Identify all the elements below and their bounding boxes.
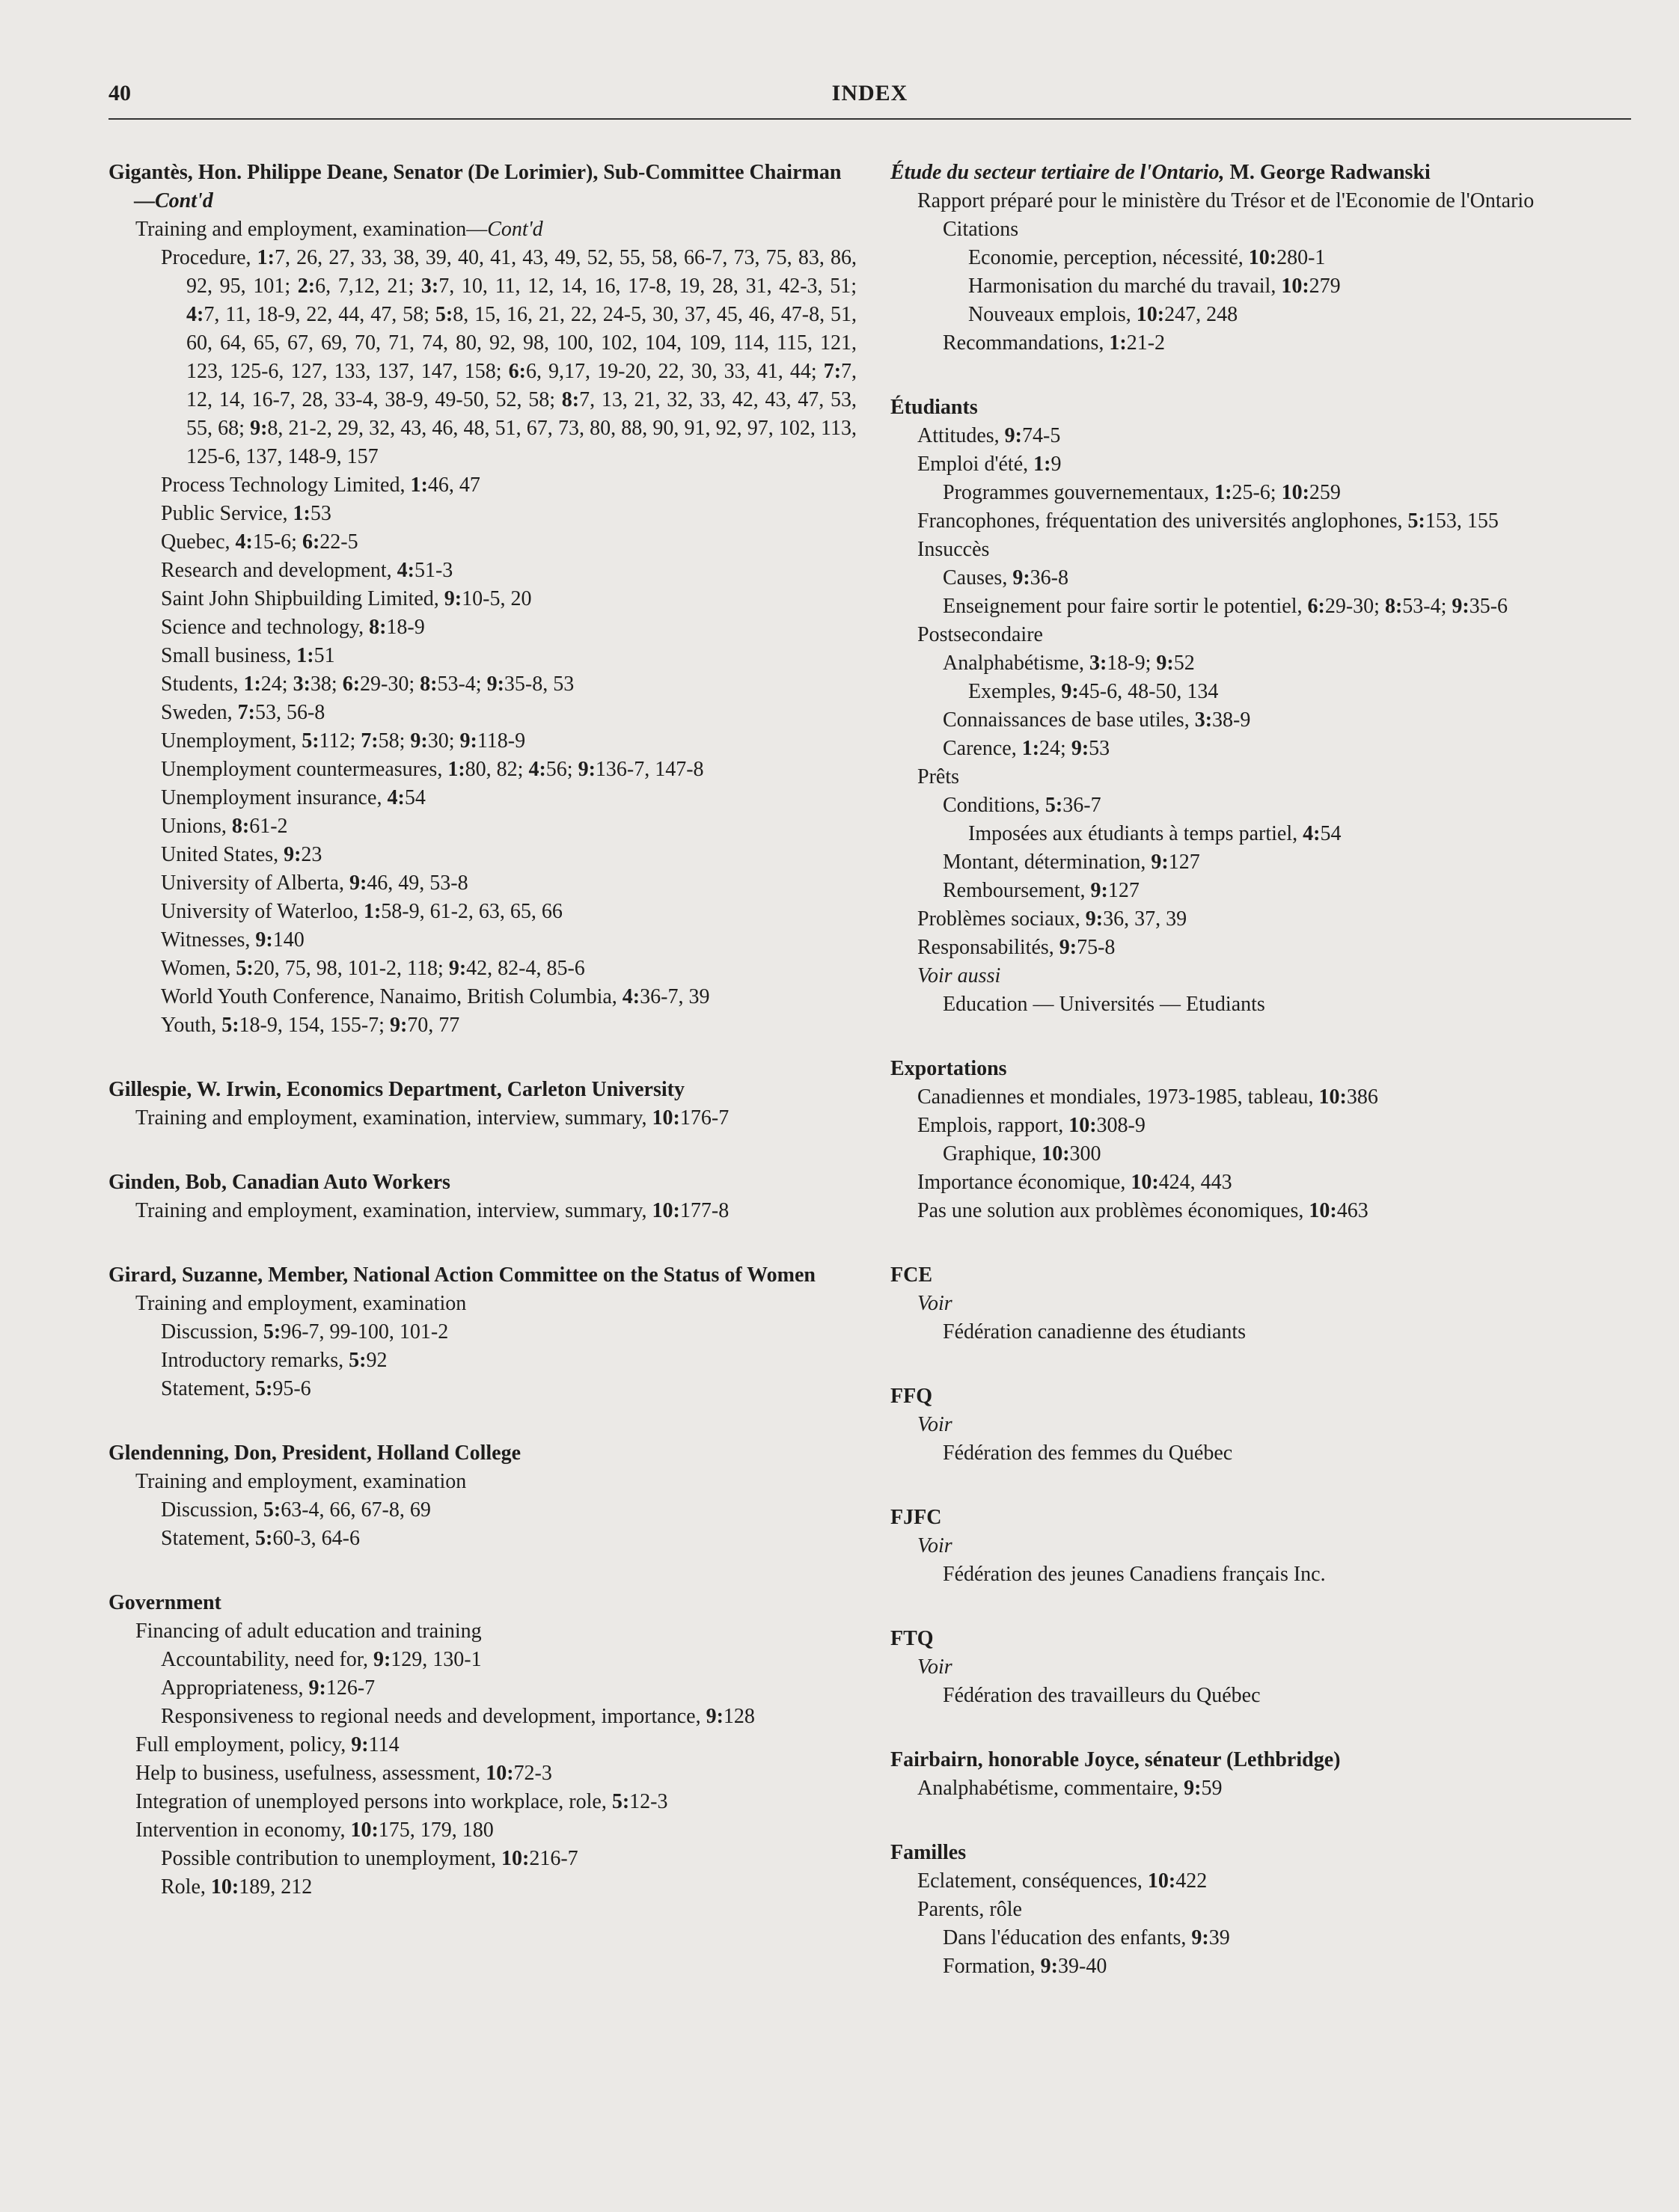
subentry-line	[890, 934, 1639, 962]
subentry-line	[108, 557, 857, 585]
subentry-text: Francophones, fréquentation des universités anglophones, 5:153, 155	[917, 509, 1499, 533]
subentry-text: Connaissances de base utiles, 3:38-9	[943, 708, 1251, 732]
index-entry	[108, 159, 857, 1040]
entry-heading	[890, 159, 1639, 187]
subentry-line	[108, 1375, 857, 1403]
subentry-line	[108, 756, 857, 784]
index-entry	[890, 1839, 1639, 1981]
right-column	[890, 159, 1639, 2017]
subentry-text: Eclatement, conséquences, 10:422	[917, 1869, 1208, 1893]
subentry-text: Enseignement pour faire sortir le potentiel, 6:29-30; 8:53-4; 9:35-6	[943, 595, 1508, 618]
subentry-text: Training and employment, examination, interview, summary, 10:177-8	[135, 1199, 730, 1222]
subentry-line	[108, 1290, 857, 1318]
subentry-text: Responsiveness to regional needs and development, importance, 9:128	[161, 1705, 755, 1728]
subentry-text: Science and technology, 8:18-9	[161, 616, 425, 639]
subentry-text: Analphabétisme, 3:18-9; 9:52	[943, 652, 1195, 675]
subentry-text: Carence, 1:24; 9:53	[943, 737, 1110, 760]
subentry-line	[108, 215, 857, 244]
subentry-text: Prêts	[917, 765, 959, 788]
subentry-text: Canadiennes et mondiales, 1973-1985, tableau, 10:386	[917, 1085, 1378, 1109]
subentry-line	[890, 735, 1639, 763]
subentry-text: Public Service, 1:53	[161, 502, 331, 525]
subentry-text: Responsabilités, 9:75-8	[917, 936, 1116, 959]
subentry-text: Unions, 8:61-2	[161, 815, 288, 838]
subentry-text: Women, 5:20, 75, 98, 101-2, 118; 9:42, 82-4, 85-6	[161, 957, 585, 980]
subentry-text: Citations	[943, 218, 1019, 241]
subentry-text: University of Alberta, 9:46, 49, 53-8	[161, 871, 468, 895]
subentry-line	[890, 905, 1639, 934]
subentry-text: Procedure, 1:7, 26, 27, 33, 38, 39, 40, 41, 43, 49, 52, 55, 58, 66-7, 73, 75, 83, 86, 92, 95, 101; 2:6, 7,12, 21; 3:7, 10, 11, 12, 14, 16, 17-8, 19, 28, 31, 42-3, 51; 4:7, 11, 18-9, 22, 44, 47, 58; 5:8, 15, 16, 21, 22, 24-5, 30, 37, 45, 46, 47-8, 51, 60, 64, 65, 67, 69, 70, 71, 74, 80, 92, 98, 100, 102, 104, 109, 114, 115, 121, 123, 125-6, 127, 133, 137, 147, 158; 6:6, 9,17, 19-20, 22, 30, 33, 41, 44; 7:7, 12, 14, 16-7, 28, 33-4, 38-9, 49-50, 52, 58; 8:7, 13, 21, 32, 33, 42, 43, 47, 53, 55, 68; 9:8, 21-2, 29, 32, 43, 46, 48, 51, 67, 73, 80, 88, 90, 91, 92, 97, 102, 113, 125-6, 137, 148-9, 157	[161, 246, 857, 468]
subentry-text: Statement, 5:95-6	[161, 1377, 311, 1400]
heading-text: Girard, Suzanne, Member, National Action Committee on the Status of Women	[108, 1263, 816, 1287]
heading-text: Exportations	[890, 1057, 1007, 1080]
subentry-text: Voir aussi	[917, 964, 1001, 987]
heading-text: Gigantès, Hon. Philippe Deane, Senator (De Lorimier), Sub-Committee Chairman—	[108, 161, 842, 212]
subentry-line	[108, 784, 857, 812]
entry-heading	[890, 1261, 1639, 1290]
subentry-text: Rapport préparé pour le ministère du Trésor et de l'Economie de l'Ontario	[917, 189, 1535, 212]
subentry-line	[108, 1468, 857, 1496]
subentry-line	[108, 1816, 857, 1845]
subentry-line	[108, 812, 857, 841]
see-also-label	[890, 1411, 1639, 1439]
subentry-text: Discussion, 5:63-4, 66, 67-8, 69	[161, 1498, 431, 1522]
index-entry	[890, 1382, 1639, 1468]
subentry-text: Importance économique, 10:424, 443	[917, 1171, 1232, 1194]
subentry-line	[890, 1197, 1639, 1225]
subentry-text: Quebec, 4:15-6; 6:22-5	[161, 530, 358, 554]
subentry-line	[108, 1646, 857, 1674]
subentry-text: Small business, 1:51	[161, 644, 335, 667]
subentry-text: Unemployment insurance, 4:54	[161, 786, 426, 809]
subentry-text: World Youth Conference, Nanaimo, British Columbia, 4:36-7, 39	[161, 985, 710, 1008]
subentry-text: Remboursement, 9:127	[943, 879, 1140, 902]
subentry-line	[108, 1011, 857, 1040]
entry-heading	[108, 1261, 857, 1290]
subentry-text: Dans l'éducation des enfants, 9:39	[943, 1926, 1230, 1949]
subentry-line	[890, 990, 1639, 1019]
subentry-text: Research and development, 4:51-3	[161, 559, 453, 582]
subentry-line	[108, 1346, 857, 1375]
index-entry	[890, 1055, 1639, 1225]
heading-text: Fairbairn, honorable Joyce, sénateur (Lethbridge)	[890, 1748, 1341, 1771]
subentry-text: Graphique, 10:300	[943, 1142, 1101, 1165]
subentry-text: University of Waterloo, 1:58-9, 61-2, 63, 65, 66	[161, 900, 563, 923]
subentry-text: Process Technology Limited, 1:46, 47	[161, 474, 480, 497]
entry-heading	[890, 393, 1639, 422]
subentry-line	[890, 1924, 1639, 1952]
subentry-line	[108, 1496, 857, 1525]
subentry-text: Intervention in economy, 10:175, 179, 180	[135, 1819, 494, 1842]
subentry-text: Attitudes, 9:74-5	[917, 424, 1061, 447]
subentry-line	[890, 649, 1639, 678]
entry-heading	[890, 1625, 1639, 1653]
entry-heading	[108, 1439, 857, 1468]
subentry-line	[108, 642, 857, 670]
subentry-line	[890, 848, 1639, 877]
subentry-text: Emploi d'été, 1:9	[917, 453, 1062, 476]
subentry-line	[890, 1112, 1639, 1140]
subentry-text: Students, 1:24; 3:38; 6:29-30; 8:53-4; 9:35-8, 53	[161, 673, 575, 696]
index-entry	[890, 1625, 1639, 1710]
subentry-line	[890, 791, 1639, 820]
heading-italic-title: Étude du secteur tertiaire de l'Ontario,	[890, 161, 1225, 184]
subentry-line	[108, 1617, 857, 1646]
subentry-line	[890, 564, 1639, 592]
entry-heading	[108, 1076, 857, 1104]
subentry-text: Economie, perception, nécessité, 10:280-1	[968, 246, 1326, 269]
subentry-text: Parents, rôle	[917, 1898, 1022, 1921]
subentry-line	[890, 507, 1639, 536]
subentry-line	[108, 613, 857, 642]
subentry-text: Programmes gouvernementaux, 1:25-6; 10:259	[943, 481, 1341, 504]
subentry-line	[890, 820, 1639, 848]
subentry-line	[108, 1873, 857, 1902]
subentry-line	[890, 1952, 1639, 1981]
subentry-line	[890, 1168, 1639, 1197]
subentry-text: Emplois, rapport, 10:308-9	[917, 1114, 1146, 1137]
heading-text: Gillespie, W. Irwin, Economics Department, Carleton University	[108, 1078, 685, 1101]
heading-text: Glendenning, Don, President, Holland College	[108, 1442, 521, 1465]
subentry-line	[108, 926, 857, 955]
subentry-line	[108, 528, 857, 557]
index-entry	[108, 1168, 857, 1225]
subentry-line	[890, 450, 1639, 479]
subentry-line	[108, 585, 857, 613]
entry-heading	[890, 1746, 1639, 1774]
subentry-line	[108, 869, 857, 898]
subentry-line	[108, 471, 857, 500]
subentry-line	[108, 1318, 857, 1346]
entry-heading	[890, 1055, 1639, 1083]
subentry-line	[890, 1682, 1639, 1710]
subentry-line	[890, 536, 1639, 564]
left-column	[108, 159, 857, 1937]
heading-text: FJFC	[890, 1506, 942, 1529]
subentry-text: Witnesses, 9:140	[161, 928, 305, 952]
subentry-text: Voir	[917, 1292, 952, 1315]
subentry-text: Possible contribution to unemployment, 10:216-7	[161, 1847, 578, 1870]
subentry-line	[890, 1140, 1639, 1168]
subentry-line	[108, 841, 857, 869]
subentry-text: Saint John Shipbuilding Limited, 9:10-5, 20	[161, 587, 532, 610]
index-entry	[108, 1261, 857, 1403]
subentry-text: Appropriateness, 9:126-7	[161, 1676, 376, 1700]
subentry-text: Unemployment countermeasures, 1:80, 82; 4:56; 9:136-7, 147-8	[161, 758, 704, 781]
running-head	[108, 81, 1631, 120]
subentry-line	[108, 1104, 857, 1133]
subentry-text: Exemples, 9:45-6, 48-50, 134	[968, 680, 1219, 703]
subentry-text: Imposées aux étudiants à temps partiel, 4:54	[968, 822, 1342, 845]
subentry-text: Causes, 9:36-8	[943, 566, 1068, 589]
subentry-line	[890, 272, 1639, 301]
subentry-line	[108, 699, 857, 727]
subentry-text: Problèmes sociaux, 9:36, 37, 39	[917, 907, 1187, 931]
index-entry	[890, 159, 1639, 358]
entry-heading	[108, 159, 857, 215]
subentry-text: Training and employment, examination	[135, 1470, 467, 1493]
subentry-text: Training and employment, examination	[135, 1292, 467, 1315]
subentry-line	[890, 621, 1639, 649]
subentry-line	[108, 1197, 857, 1225]
subentry-line	[890, 422, 1639, 450]
subentry-text: Financing of adult education and training	[135, 1620, 482, 1643]
continued-note: Cont'd	[155, 189, 213, 212]
subentry-line	[890, 187, 1639, 215]
subentry-text: Training and employment, examination—	[135, 218, 488, 241]
subentry-line	[890, 706, 1639, 735]
subentry-line	[890, 1083, 1639, 1112]
subentry-line	[890, 1867, 1639, 1896]
see-also-label	[890, 1532, 1639, 1560]
entry-heading	[890, 1839, 1639, 1867]
subentry-text: Statement, 5:60-3, 64-6	[161, 1527, 360, 1550]
subentry-text: Nouveaux emplois, 10:247, 248	[968, 303, 1238, 326]
subentry-line	[108, 1788, 857, 1816]
subentry-line	[108, 500, 857, 528]
index-entry	[108, 1589, 857, 1902]
index-entry	[108, 1439, 857, 1553]
subentry-line	[108, 244, 857, 471]
subentry-line	[890, 215, 1639, 244]
subentry-line	[890, 763, 1639, 791]
subentry-line	[890, 329, 1639, 358]
subentry-line	[108, 1731, 857, 1759]
subentry-text: Accountability, need for, 9:129, 130-1	[161, 1648, 482, 1671]
subentry-text: Postsecondaire	[917, 623, 1043, 646]
subentry-text: Voir	[917, 1655, 952, 1679]
subentry-text: Formation, 9:39-40	[943, 1955, 1107, 1978]
subentry-line	[890, 1318, 1639, 1346]
subentry-text: Harmonisation du marché du travail, 10:279	[968, 275, 1341, 298]
subentry-line	[108, 898, 857, 926]
subentry-text: Recommandations, 1:21-2	[943, 331, 1166, 355]
subentry-text: Full employment, policy, 9:114	[135, 1733, 400, 1756]
subentry-line	[108, 1703, 857, 1731]
subentry-text: Voir	[917, 1413, 952, 1436]
subentry-text: Fédération des femmes du Québec	[943, 1442, 1233, 1465]
heading-text: Familles	[890, 1841, 967, 1864]
subentry-text: Youth, 5:18-9, 154, 155-7; 9:70, 77	[161, 1014, 460, 1037]
subentry-text: Training and employment, examination, interview, summary, 10:176-7	[135, 1106, 730, 1130]
subentry-text: Fédération canadienne des étudiants	[943, 1320, 1247, 1344]
subentry-text: Help to business, usefulness, assessment, 10:72-3	[135, 1762, 552, 1785]
heading-text: M. George Radwanski	[1224, 161, 1431, 184]
subentry-text: Discussion, 5:96-7, 99-100, 101-2	[161, 1320, 449, 1344]
continued-note: Cont'd	[487, 218, 543, 241]
subentry-line	[108, 1674, 857, 1703]
index-entry	[890, 1261, 1639, 1346]
entry-heading	[890, 1504, 1639, 1532]
subentry-line	[108, 983, 857, 1011]
subentry-line	[890, 479, 1639, 507]
subentry-line	[890, 1439, 1639, 1468]
subentry-line	[108, 727, 857, 756]
page-title: INDEX	[831, 81, 908, 105]
entry-heading	[890, 1382, 1639, 1411]
page-number: 40	[108, 81, 131, 105]
subentry-line	[890, 678, 1639, 706]
subentry-line	[108, 1845, 857, 1873]
subentry-line	[108, 670, 857, 699]
heading-text: FFQ	[890, 1385, 932, 1408]
subentry-line	[108, 955, 857, 983]
heading-text: FTQ	[890, 1627, 934, 1650]
subentry-line	[108, 1759, 857, 1788]
index-entry	[108, 1076, 857, 1133]
subentry-line	[890, 1774, 1639, 1803]
subentry-text: Sweden, 7:53, 56-8	[161, 701, 325, 724]
subentry-text: Voir	[917, 1534, 952, 1557]
subentry-text: United States, 9:23	[161, 843, 322, 866]
see-also-label	[890, 1653, 1639, 1682]
entry-heading	[108, 1589, 857, 1617]
heading-text: Étudiants	[890, 396, 978, 419]
subentry-text: Pas une solution aux problèmes économiques, 10:463	[917, 1199, 1368, 1222]
index-entry	[890, 1504, 1639, 1589]
subentry-text: Introductory remarks, 5:92	[161, 1349, 388, 1372]
subentry-line	[890, 592, 1639, 621]
subentry-text: Role, 10:189, 212	[161, 1875, 313, 1899]
subentry-line	[890, 301, 1639, 329]
subentry-text: Fédération des jeunes Canadiens français Inc.	[943, 1563, 1326, 1586]
subentry-text: Analphabétisme, commentaire, 9:59	[917, 1777, 1223, 1800]
subentry-text: Fédération des travailleurs du Québec	[943, 1684, 1261, 1707]
subentry-text: Montant, détermination, 9:127	[943, 851, 1200, 874]
see-also-label	[890, 1290, 1639, 1318]
index-entry	[890, 1746, 1639, 1803]
heading-text: Government	[108, 1591, 221, 1614]
subentry-line	[890, 1560, 1639, 1589]
see-also-label	[890, 962, 1639, 990]
subentry-text: Integration of unemployed persons into workplace, role, 5:12-3	[135, 1790, 668, 1813]
heading-text: FCE	[890, 1263, 932, 1287]
subentry-text: Education — Universités — Etudiants	[943, 993, 1265, 1016]
subentry-text: Insuccès	[917, 538, 990, 561]
subentry-line	[890, 244, 1639, 272]
subentry-line	[890, 1896, 1639, 1924]
entry-heading	[108, 1168, 857, 1197]
subentry-text: Unemployment, 5:112; 7:58; 9:30; 9:118-9	[161, 729, 526, 753]
subentry-line	[890, 877, 1639, 905]
subentry-line	[108, 1525, 857, 1553]
index-entry	[890, 393, 1639, 1019]
subentry-text: Conditions, 5:36-7	[943, 794, 1101, 817]
heading-text: Ginden, Bob, Canadian Auto Workers	[108, 1171, 450, 1194]
